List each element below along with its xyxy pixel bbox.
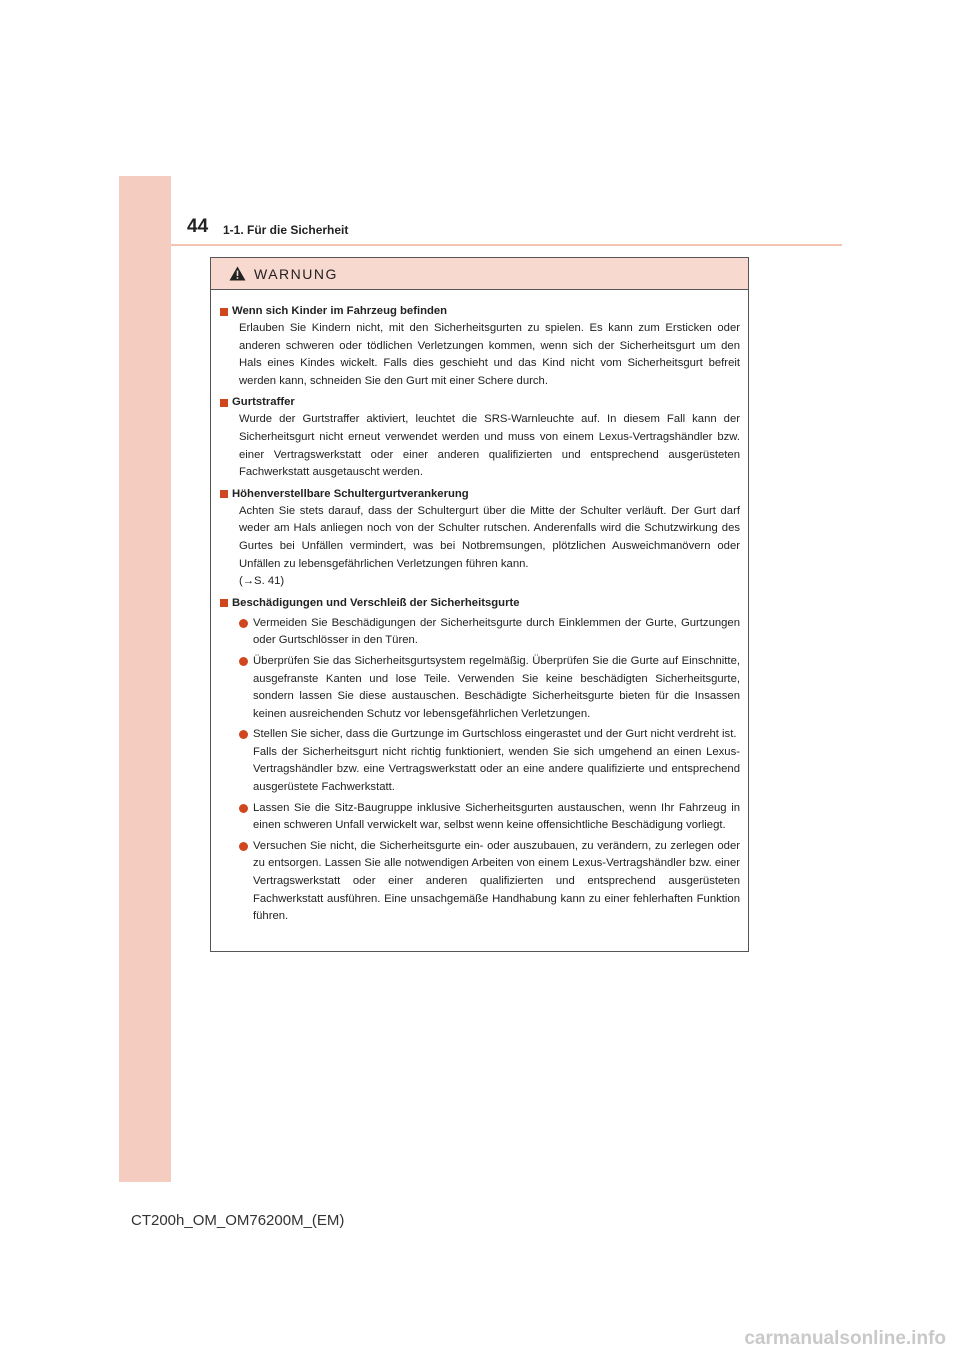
square-bullet-icon [220,308,228,316]
square-bullet-icon [220,399,228,407]
section-heading-text: Beschädigungen und Verschleiß der Sicherheitsgurte [232,596,520,609]
section-heading-text: Wenn sich Kinder im Fahrzeug befinden [232,305,448,317]
section-title: 1-1. Für die Sicherheit [223,223,349,237]
list-item-text: Lassen Sie die Sitz-Baugruppe inklusive Sicherheitsgurten austauschen, wenn Ihr Fahrzeug in einen schweren Unfall verwickelt war, selbst wenn keine offensichtliche Beschädigung vorliegt. [253,801,740,832]
document-code: CT200h_OM_OM76200M_(EM) [131,1212,345,1229]
list-item [220,615,740,650]
section-heading-text: Gurtstraffer [232,396,295,409]
watermark: carmanualsonline.info [744,1328,946,1349]
list-item [220,726,740,796]
list-item-text: Stellen Sie sicher, dass die Gurtzunge im Gurtschloss eingerastet und der Gurt nicht verdreht ist. [253,728,737,741]
warning-triangle-icon [229,266,246,281]
dot-bullet-icon [239,730,248,739]
list-item-text: Vermeiden Sie Beschädigungen der Sicherheitsgurte durch Einklemmen der Gurte, Gurtzungen oder Gurtschlösser in den Türen. [253,616,740,647]
page-number: 44 [187,216,209,237]
warning-box [210,257,749,952]
section-heading [220,394,740,411]
section-pretensioner [220,394,740,481]
list-item-text: Versuchen Sie nicht, die Sicherheitsgurte ein- oder auszubauen, zu verändern, zu zerlegen oder zu entsorgen. Lassen Sie alle notwendigen Arbeiten von einem Lexus-Vertragshändler bzw. einer Vertragswerkstatt oder einer anderen qualifizierten und entsprechend ausgerüsteten Fachwerkstatt ausführen. Eine unsachgemäße Handhabung kann zu einer fehlerhaften Funktion führen. [253,839,740,923]
dot-bullet-icon [239,804,248,813]
section-heading [220,303,740,320]
page-reference: (→S. 41) [239,575,285,588]
section-shoulder-anchor [220,486,740,591]
square-bullet-icon [220,490,228,498]
list-item-text-continued: Falls der Sicherheitsgurt nicht richtig funktioniert, wenden Sie sich umgehend an einen Lexus-Vertragshändler bzw. eine Vertragswerkstatt oder an eine andere qualifizierte und entsprechend ausgerüstete Fachwerkstatt. [253,745,740,794]
section-children [220,303,740,390]
list-item [220,653,740,723]
section-text: Erlauben Sie Kindern nicht, mit den Sicherheitsgurten zu spielen. Es kann zum Ersticken oder anderen schweren oder tödlichen Verletzungen kommen, wenn sich der Sicherheitsgurt um den Hals eines Kindes wickelt. Falls dies geschieht und das Kind nicht vom Sicherheitsgurt befreit werden kann, schneiden Sie den Gurt mit einer Schere durch. [239,322,740,387]
header-divider [171,244,842,246]
dot-bullet-icon [239,619,248,628]
list-item [220,838,740,926]
section-damage-wear [220,595,740,926]
section-text: Wurde der Gurtstraffer aktiviert, leuchtet die SRS-Warnleuchte auf. In diesem Fall kann der Sicherheitsgurt nicht erneut verwendet werden und muss von einem Lexus-Vertragshändler bzw. einer Vertragswerkstatt oder einer anderen qualifizierten und entsprechend ausgerüsteten Fachwerkstatt ausgetauscht werden. [239,413,740,479]
dot-bullet-icon [239,657,248,666]
warning-header [211,258,748,290]
list-item [220,800,740,835]
list-item-text: Überprüfen Sie das Sicherheitsgurtsystem regelmäßig. Überprüfen Sie die Gurte auf Einschnitte, ausgefranste Kanten und lose Teile. Verwenden Sie keine beschädigten Sicherheitsgurte, sondern lassen Sie diese austauschen. Beschädigte Sicherheitsgurte bieten für die Insassen keinen ausreichenden Schutz vor lebensgefährlichen Verletzungen. [253,654,740,720]
list-item-text-group [253,726,740,796]
square-bullet-icon [220,599,228,607]
section-heading [220,486,740,503]
dot-bullet-icon [239,842,248,851]
side-tab-band [119,176,171,1182]
section-heading [220,595,740,612]
section-text: Achten Sie stets darauf, dass der Schultergurt über die Mitte der Schulter verläuft. Der Gurt darf weder am Hals anliegen noch von der Schulter rutschen. Anderenfalls wird die Schutzwirkung des Gurtes bei Unfällen vermindert, was bei Notbremsungen, plötzlichen Ausweichmanövern oder Unfällen zu lebensgefährlichen Verletzungen führen kann. [239,504,740,570]
warning-title: WARNUNG [254,265,338,282]
warning-body [211,290,748,926]
section-heading-text: Höhenverstellbare Schultergurtverankerung [232,487,469,500]
